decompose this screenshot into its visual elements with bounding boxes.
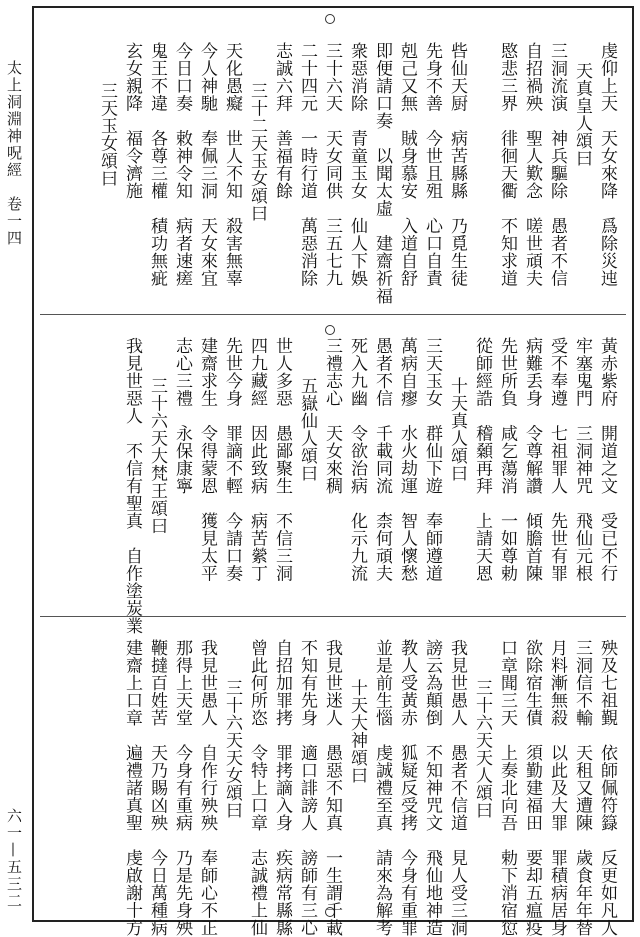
text-column: 我見世愚人 自作行殃殃 奉師心不正	[197, 639, 217, 937]
text-column: 死入九幽 令欲治病 化示九流	[347, 337, 367, 582]
text-panel-top	[40, 8, 626, 314]
text-column: 十天大神頌曰	[347, 679, 367, 784]
column-group	[120, 625, 618, 937]
text-column: 建齋求生 令得蒙恩 獲見太平	[197, 337, 217, 582]
text-column: 受不奉遵 七祖罪人 先世有罪	[547, 337, 567, 582]
text-column: 並是前生惱 虔誠禮至真 請來為解考	[372, 639, 392, 937]
text-column: 三十六天天女頌曰	[222, 679, 242, 819]
volume-title: 太上洞淵神呪經 卷一四	[5, 60, 23, 247]
text-column: 三洞信不輸 天租又遭陳 歲食年年替	[572, 639, 592, 937]
text-column: 剋己又無 賊身慕安 入道自舒	[397, 42, 417, 287]
text-column: 虔仰上天 天女來降 爲除災迍	[597, 42, 617, 287]
text-column: 欲除宿生債 須勤建福田 要却五瘟疫	[522, 639, 542, 937]
text-column: 天真皇人頌曰	[572, 62, 592, 167]
text-column: 自招加罪拷 罪拷謫入身 疾病常縣縣	[272, 639, 292, 937]
text-column: 口章聞三天 上奏北向吾 勅下消宿愆	[497, 639, 517, 937]
text-column: 三天玉女 群仙下遊 奉師遵道	[422, 337, 442, 582]
text-column: 不知有先身 適口誹謗人 謗師有三心	[297, 639, 317, 937]
text-column: 志誠六拜 善福有餘	[272, 42, 292, 200]
text-column: 即便請口奏 以聞太虛 建齋祈福	[372, 42, 392, 305]
text-column: 自招禍殃 聖人歎念 嗟世頑夫	[522, 42, 542, 287]
text-column: 三十六天大梵王頌曰	[147, 377, 167, 535]
text-column: 五嶽仙人頌曰	[297, 377, 317, 482]
text-panel-middle	[40, 314, 626, 635]
text-column: 鬼王不違 各尊三權 積功無疵	[147, 42, 167, 287]
column-group	[120, 323, 618, 635]
text-column: 我見世愚人 愚者不信道 見人受三洞	[447, 639, 467, 937]
text-column: 殃及七祖覲 依師佩符籙 反更如凡人	[597, 639, 617, 937]
text-column	[470, 28, 493, 305]
text-column: 建齋上口章 遍禮諸真聖 虔啟謝十方	[122, 639, 142, 937]
text-column: 三天玉女頌曰	[97, 82, 117, 187]
text-column: 天化愚癡 世人不知 殺害無辜	[222, 42, 242, 287]
text-column: 三十二天玉女頌曰	[247, 82, 267, 222]
text-column: 謗云為顛倒 不知神咒文 飛仙地神造	[422, 639, 442, 937]
text-panel-bottom	[40, 616, 626, 937]
text-column: 愚者不信 千載同流 柰何頑夫	[372, 337, 392, 582]
text-column: 今日口奏 敕神令知 病者速瘥	[172, 42, 192, 287]
text-column: 先世今身 罪謫不輕 今請口奏	[222, 337, 242, 582]
text-column: 三十六天天人頌曰	[472, 679, 492, 819]
column-group	[95, 28, 618, 305]
text-column: 從師經誥 稽顙再拜 上請天恩	[472, 337, 492, 582]
text-column: 鞭撻百姓苦 天乃賜凶殃 今日萬種病	[147, 639, 167, 937]
text-column: 三十六天 天女同供 三五七九	[322, 42, 342, 287]
text-column: 先世所負 咸乞蕩消 一如尊勅	[497, 337, 517, 582]
page-number: 六一—五三二	[5, 808, 23, 910]
text-column: 愍悲三界 徘徊天衢 不知求道	[497, 42, 517, 287]
text-column: 世人多惡 愚鄙聚生 不信三洞	[272, 337, 292, 582]
text-column: 牢塞鬼門 三洞神咒 飛仙元根	[572, 337, 592, 582]
text-column: 二十四元 一時行道 萬惡消除	[297, 42, 317, 287]
text-column: 那得上天堂 今身有重病 乃是先身殃	[172, 639, 192, 937]
text-column: 先身不善 今世且殂 心口自責	[422, 42, 442, 287]
text-column: 萬病自瘳 水火劫運 智人懷愁	[397, 337, 417, 582]
binding-circle-icon	[325, 14, 335, 24]
text-column: 玄女親降 福令濟施	[122, 42, 142, 200]
text-column: 教人受黃赤 狐疑反受拷 今身有重罪	[397, 639, 417, 937]
text-column: 十天真人頌曰	[447, 377, 467, 482]
text-column: 月料漸無殺 以此及大罪 罪積病居身	[547, 639, 567, 937]
text-column: 我見世迷人 愚惡不知真 一生謂千載	[322, 639, 342, 937]
text-column: 今人神馳 奉佩三洞 天女來宜	[197, 42, 217, 287]
text-column: 黃赤紫府 開道之文 受已不行	[597, 337, 617, 582]
text-column: 四九藏經 因此致病 病苦縈丁	[247, 337, 267, 582]
text-column: 呰仙天厨 病苦縣縣 乃覓生徒	[447, 42, 467, 287]
text-column: 三洞流演 神兵驅除 愚者不信	[547, 42, 567, 287]
text-column: 我見世惡人 不信有聖真 自作塗炭業	[122, 337, 142, 635]
text-column: 病難丢身 令尊解讚 傾膽首陳	[522, 337, 542, 582]
text-column: 曾此何所恣 令特上口章 志誠禮上仙	[247, 639, 267, 937]
text-column: 衆惡消除 青童玉女 仙人下娛	[347, 42, 367, 287]
text-column: 志心三禮 永保康寧	[172, 337, 192, 495]
text-column: 三禮志心 天女來稠	[322, 337, 342, 495]
